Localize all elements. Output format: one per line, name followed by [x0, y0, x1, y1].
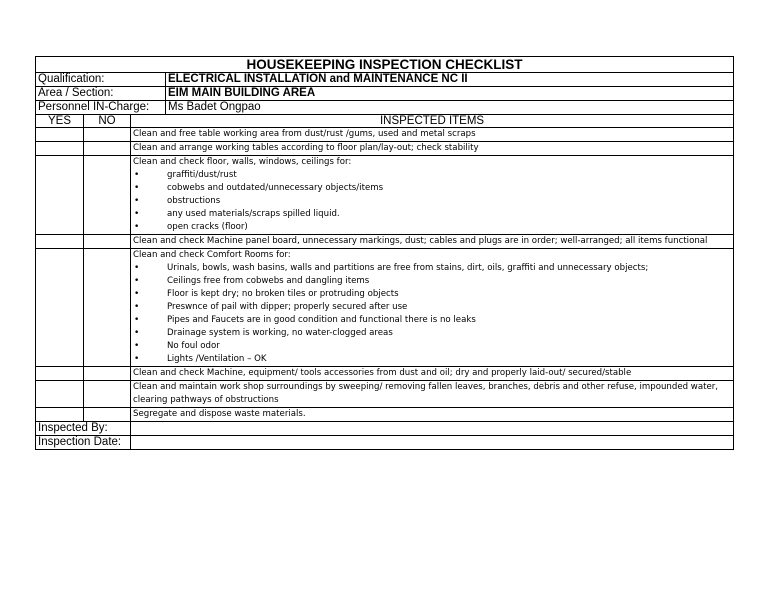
no-check-cell[interactable]: [84, 156, 131, 235]
bullet-icon: •: [134, 183, 140, 193]
signoff-label: Inspection Date:: [36, 436, 131, 450]
inspected-item: [131, 381, 734, 408]
sublist-item-text: obstructions: [167, 196, 221, 206]
inspected-item: [131, 235, 734, 249]
info-label: Area / Section:: [36, 87, 166, 101]
info-label: Qualification:: [36, 73, 166, 87]
signoff-label: Inspected By:: [36, 422, 131, 436]
sublist-item: [133, 301, 731, 314]
info-row: [36, 101, 734, 115]
no-check-cell[interactable]: [84, 128, 131, 142]
sublist-item-text: Urinals, bowls, wash basins, walls and partitions are free from stains, dirt, oils, graffiti and unnecessary objects;: [167, 263, 649, 273]
yes-check-cell[interactable]: [36, 408, 84, 422]
signoff-value-field[interactable]: [131, 436, 734, 450]
sublist-item: [133, 195, 731, 208]
yes-check-cell[interactable]: [36, 156, 84, 235]
inspected-item: [131, 128, 734, 142]
item-text: Clean and check Machine panel board, unnecessary markings, dust; cables and plugs are in order; well-arranged; all items functional: [133, 236, 708, 246]
item-text: Clean and check Comfort Rooms for:: [133, 250, 291, 260]
info-value: ELECTRICAL INSTALLATION and MAINTENANCE NC II: [166, 73, 734, 87]
checklist-table: [35, 56, 734, 450]
sublist-item: [133, 262, 731, 275]
checklist-item-row: [36, 408, 734, 422]
item-sublist: [133, 262, 731, 366]
inspected-item: [131, 142, 734, 156]
bullet-icon: •: [134, 315, 140, 325]
info-value: Ms Badet Ongpao: [166, 101, 734, 115]
inspected-items-header: INSPECTED ITEMS: [131, 115, 734, 128]
signoff-row: [36, 422, 734, 436]
sublist-item-text: open cracks (floor): [167, 222, 248, 232]
title-row: [36, 57, 734, 73]
no-check-cell[interactable]: [84, 367, 131, 381]
no-check-cell[interactable]: [84, 408, 131, 422]
no-check-cell[interactable]: [84, 142, 131, 156]
no-column-header: NO: [84, 115, 131, 128]
checklist-item-row: [36, 156, 734, 235]
yes-check-cell[interactable]: [36, 367, 84, 381]
signoff-row: [36, 436, 734, 450]
inspected-item: [131, 367, 734, 381]
bullet-icon: •: [134, 341, 140, 351]
sublist-item: [133, 221, 731, 234]
no-check-cell[interactable]: [84, 235, 131, 249]
bullet-icon: •: [134, 328, 140, 338]
sublist-item: [133, 340, 731, 353]
sublist-item: [133, 353, 731, 366]
sublist-item-text: Ceilings free from cobwebs and dangling items: [167, 276, 370, 286]
item-text: Clean and check Machine, equipment/ tools accessories from dust and oil; dry and properly laid-out/ secured/stable: [133, 368, 632, 378]
yes-check-cell[interactable]: [36, 235, 84, 249]
bullet-icon: •: [134, 354, 140, 364]
inspected-item: [131, 408, 734, 422]
inspected-item: [131, 156, 734, 235]
bullet-icon: •: [134, 170, 140, 180]
bullet-icon: •: [134, 289, 140, 299]
info-value: EIM MAIN BUILDING AREA: [166, 87, 734, 101]
signoff-value-field[interactable]: [131, 422, 734, 436]
sublist-item: [133, 288, 731, 301]
bullet-icon: •: [134, 276, 140, 286]
bullet-icon: •: [134, 196, 140, 206]
item-text: Segregate and dispose waste materials.: [133, 409, 306, 419]
item-sublist: [133, 169, 731, 234]
sublist-item: [133, 275, 731, 288]
item-text: Clean and maintain work shop surroundings by sweeping/ removing fallen leaves, branches, debris and other refuse, impounded water, clearing pathways of obstructions: [133, 382, 719, 405]
inspected-item: [131, 249, 734, 367]
sublist-item-text: No foul odor: [167, 341, 220, 351]
sublist-item-text: Preswnce of pail with dipper; properly secured after use: [167, 302, 408, 312]
checklist-item-row: [36, 142, 734, 156]
sublist-item: [133, 208, 731, 221]
sublist-item-text: Floor is kept dry; no broken tiles or protruding objects: [167, 289, 399, 299]
info-row: [36, 73, 734, 87]
yes-check-cell[interactable]: [36, 128, 84, 142]
sublist-item-text: cobwebs and outdated/unnecessary objects/items: [167, 183, 384, 193]
yes-check-cell[interactable]: [36, 249, 84, 367]
sublist-item-text: any used materials/scraps spilled liquid.: [167, 209, 340, 219]
yes-column-header: YES: [36, 115, 84, 128]
checklist-item-row: [36, 128, 734, 142]
checklist-title: HOUSEKEEPING INSPECTION CHECKLIST: [36, 57, 734, 73]
bullet-icon: •: [134, 209, 140, 219]
bullet-icon: •: [134, 222, 140, 232]
sublist-item: [133, 169, 731, 182]
info-row: [36, 87, 734, 101]
sublist-item-text: Pipes and Faucets are in good condition and functional there is no leaks: [167, 315, 476, 325]
sublist-item: [133, 327, 731, 340]
checklist-item-row: [36, 381, 734, 408]
checklist-item-row: [36, 235, 734, 249]
item-text: Clean and arrange working tables according to floor plan/lay-out; check stability: [133, 143, 479, 153]
checklist-item-row: [36, 249, 734, 367]
yes-check-cell[interactable]: [36, 381, 84, 408]
item-text: Clean and check floor, walls, windows, ceilings for:: [133, 157, 352, 167]
bullet-icon: •: [134, 263, 140, 273]
info-label: Personnel IN-Charge:: [36, 101, 166, 115]
sublist-item-text: graffiti/dust/rust: [167, 170, 237, 180]
sublist-item: [133, 182, 731, 195]
bullet-icon: •: [134, 302, 140, 312]
checklist-item-row: [36, 367, 734, 381]
yes-check-cell[interactable]: [36, 142, 84, 156]
column-header-row: [36, 115, 734, 128]
item-text: Clean and free table working area from dust/rust /gums, used and metal scraps: [133, 129, 476, 139]
no-check-cell[interactable]: [84, 249, 131, 367]
sublist-item-text: Lights /Ventilation – OK: [167, 354, 267, 364]
sublist-item-text: Drainage system is working, no water-clogged areas: [167, 328, 393, 338]
no-check-cell[interactable]: [84, 381, 131, 408]
sublist-item: [133, 314, 731, 327]
